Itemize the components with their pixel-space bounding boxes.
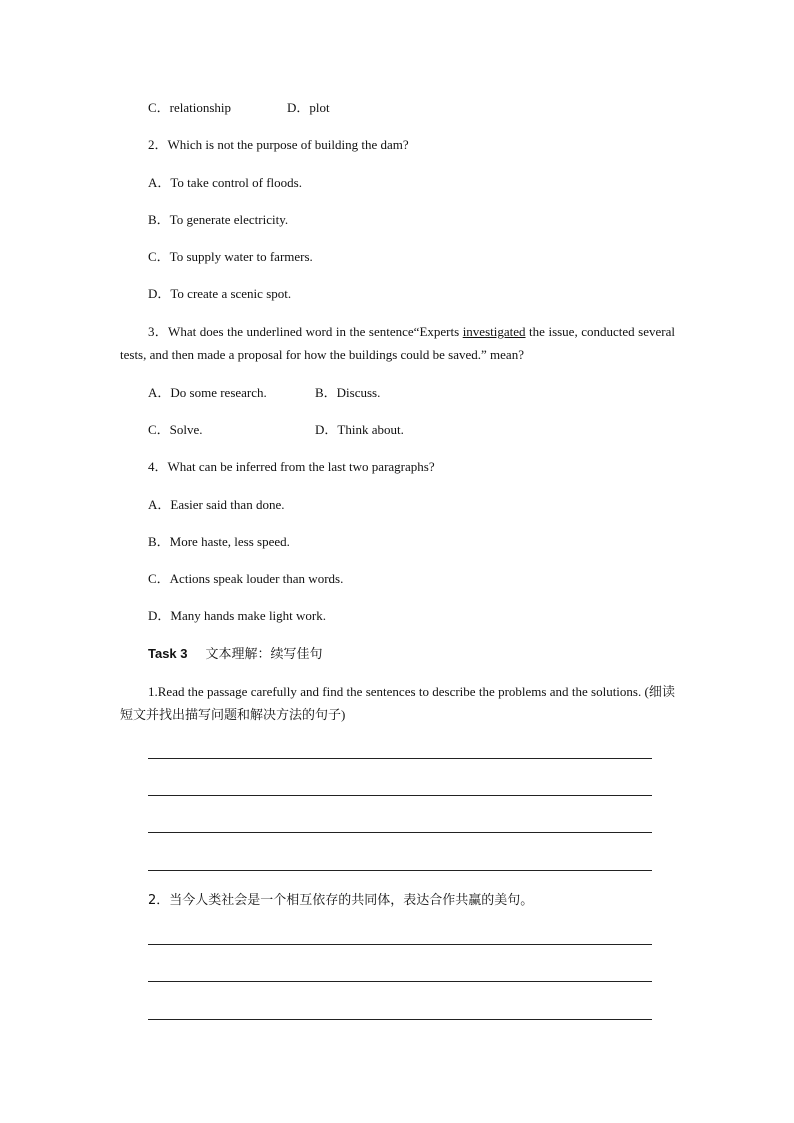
q4-option-b: B．More haste, less speed. — [148, 534, 290, 549]
q4-option-d: D．Many hands make light work. — [148, 608, 327, 623]
q3-underlined-word: investigated — [462, 324, 526, 339]
answer-line-4[interactable] — [148, 870, 652, 871]
q2-option-d: D．To create a scenic spot. — [148, 286, 292, 301]
q4-stem: 4．What can be inferred from the last two paragraphs? — [148, 459, 435, 474]
answer-line-7[interactable] — [148, 1019, 652, 1020]
task-3-item-1: 1.Read the passage carefully and find the sentences to describe the problems and the solutions. (细读短文并找出描写问题和解决方法的句子) — [120, 684, 675, 722]
answer-line-1[interactable] — [148, 758, 652, 759]
q3-stem-before: 3．What does the underlined word in the sentence“Experts — [148, 324, 463, 339]
q3-option-c: C．Solve. — [148, 422, 203, 437]
q2-option-c: C．To supply water to farmers. — [148, 249, 313, 264]
answer-line-6[interactable] — [148, 981, 652, 982]
q3-option-d: D．Think about. — [315, 422, 404, 437]
task-3-item-2: 2．当今人类社会是一个相互依存的共同体，表达合作共赢的美句。 — [148, 893, 534, 908]
q3-option-a: A．Do some research. — [148, 385, 267, 400]
task-3-heading-row — [148, 645, 323, 664]
answer-line-5[interactable] — [148, 944, 652, 945]
q3-stem — [120, 320, 675, 366]
answer-line-3[interactable] — [148, 832, 652, 833]
q4-option-c: C．Actions speak louder than words. — [148, 571, 344, 586]
q2-option-b: B．To generate electricity. — [148, 212, 289, 227]
q3-stem-after: the issue, conducted several tests, and then made a proposal for how the buildings could be saved.” mean? — [120, 324, 675, 362]
q1-option-c: C．relationship — [148, 100, 232, 115]
q2-stem: 2．Which is not the purpose of building the dam? — [148, 137, 409, 152]
q3-option-b: B．Discuss. — [315, 385, 381, 400]
task-3-subtitle: 文本理解：续写佳句 — [205, 647, 323, 662]
q4-option-a: A．Easier said than done. — [148, 497, 285, 512]
task-3-heading: Task 3 — [148, 646, 188, 661]
answer-line-2[interactable] — [148, 795, 652, 796]
q2-option-a: A．To take control of floods. — [148, 175, 302, 190]
q1-option-d: D．plot — [287, 100, 330, 115]
